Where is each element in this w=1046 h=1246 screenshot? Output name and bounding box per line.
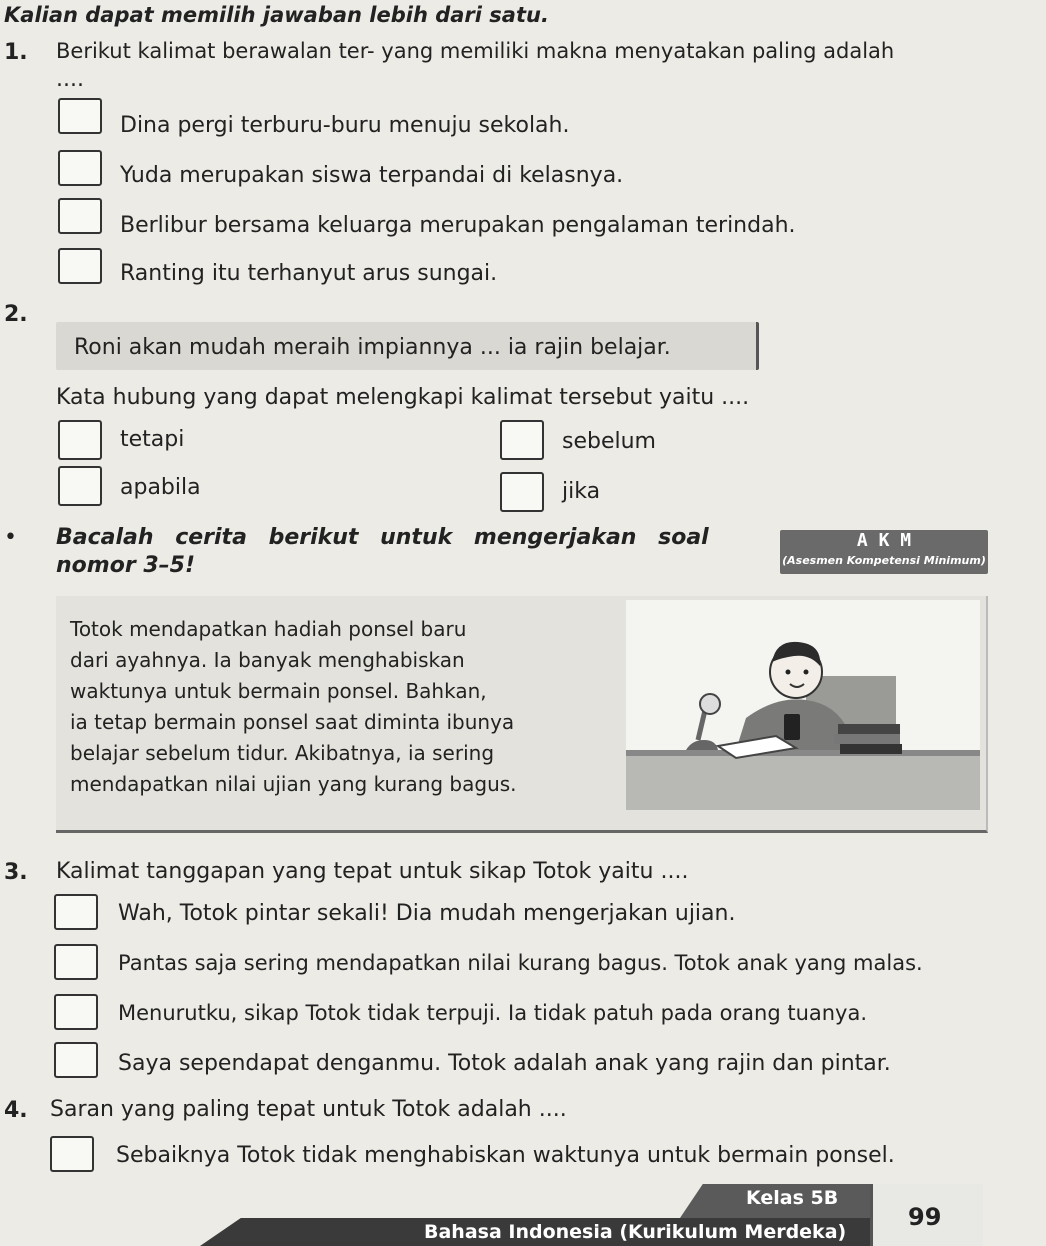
q2-option-tetapi: tetapi: [120, 427, 185, 452]
q1-option-3: Berlibur bersama keluarga merupakan pengalaman terindah.: [120, 213, 796, 238]
q2-option-jika: jika: [562, 479, 601, 504]
q3-checkbox-4[interactable]: [54, 1042, 98, 1078]
story-line-2: dari ayahnya. Ia banyak menghabiskan: [70, 648, 465, 672]
reading-line-2: nomor 3–5!: [56, 553, 195, 578]
q2-option-apabila: apabila: [120, 475, 201, 500]
q3-checkbox-3[interactable]: [54, 994, 98, 1030]
footer-subject: Bahasa Indonesia (Kurikulum Merdeka): [424, 1221, 847, 1243]
akm-title: A K M: [856, 530, 912, 551]
q1-checkbox-2[interactable]: [58, 150, 102, 186]
akm-subtitle: (Asesmen Kompetensi Minimum): [782, 554, 986, 567]
q3-option-1: Wah, Totok pintar sekali! Dia mudah mengerjakan ujian.: [118, 901, 736, 926]
q3-option-3: Menurutku, sikap Totok tidak terpuji. Ia tidak patuh pada orang tuanya.: [118, 1001, 868, 1025]
q1-option-2: Yuda merupakan siswa terpandai di kelasnya.: [120, 163, 624, 188]
q3-text: Kalimat tanggapan yang tepat untuk sikap Totok yaitu ....: [56, 859, 689, 884]
instruction: Kalian dapat memilih jawaban lebih dari satu.: [4, 3, 549, 27]
q2-sentence: Roni akan mudah meraih impiannya ... ia rajin belajar.: [74, 335, 671, 360]
q3-option-2: Pantas saja sering mendapatkan nilai kurang bagus. Totok anak yang malas.: [118, 951, 923, 975]
story-line-6: mendapatkan nilai ujian yang kurang bagus.: [70, 772, 517, 796]
q1-checkbox-1[interactable]: [58, 98, 102, 134]
q4-text: Saran yang paling tepat untuk Totok adalah ....: [50, 1097, 567, 1122]
q4-option-1: Sebaiknya Totok tidak menghabiskan waktunya untuk bermain ponsel.: [116, 1143, 895, 1168]
page-number: 99: [908, 1203, 942, 1231]
q4-checkbox-1[interactable]: [50, 1136, 94, 1172]
reading-bullet: •: [4, 525, 17, 550]
q2-number: 2.: [4, 302, 28, 327]
q1-checkbox-3[interactable]: [58, 198, 102, 234]
story-line-1: Totok mendapatkan hadiah ponsel baru: [70, 617, 467, 641]
q1-text: Berikut kalimat berawalan ter- yang memiliki makna menyatakan paling adalah: [56, 39, 895, 63]
akm-badge: [780, 530, 988, 574]
q3-checkbox-2[interactable]: [54, 944, 98, 980]
q2-checkbox-tetapi[interactable]: [58, 420, 102, 460]
q2-checkbox-jika[interactable]: [500, 472, 544, 512]
story-line-3: waktunya untuk bermain ponsel. Bahkan,: [70, 679, 487, 703]
q3-option-4: Saya sependapat denganmu. Totok adalah anak yang rajin dan pintar.: [118, 1051, 891, 1076]
boy-studying-illustration: [626, 600, 980, 810]
q1-option-1: Dina pergi terburu-buru menuju sekolah.: [120, 113, 570, 138]
q3-number: 3.: [4, 860, 28, 885]
q1-ellipsis: ....: [56, 67, 84, 92]
q4-number: 4.: [4, 1098, 28, 1123]
q2-question: Kata hubung yang dapat melengkapi kalimat tersebut yaitu ....: [56, 385, 750, 410]
q2-checkbox-apabila[interactable]: [58, 466, 102, 506]
story-text: [70, 614, 610, 800]
story-line-4: ia tetap bermain ponsel saat diminta ibunya: [70, 710, 515, 734]
q2-option-sebelum: sebelum: [562, 429, 656, 454]
q1-option-4: Ranting itu terhanyut arus sungai.: [120, 261, 498, 286]
q2-checkbox-sebelum[interactable]: [500, 420, 544, 460]
reading-line-1: Bacalah cerita berikut untuk mengerjakan soal: [56, 525, 709, 550]
story-line-5: belajar sebelum tidur. Akibatnya, ia sering: [70, 741, 495, 765]
q1-checkbox-4[interactable]: [58, 248, 102, 284]
footer-class: Kelas 5B: [746, 1187, 839, 1209]
q1-number: 1.: [4, 40, 28, 65]
q3-checkbox-1[interactable]: [54, 894, 98, 930]
